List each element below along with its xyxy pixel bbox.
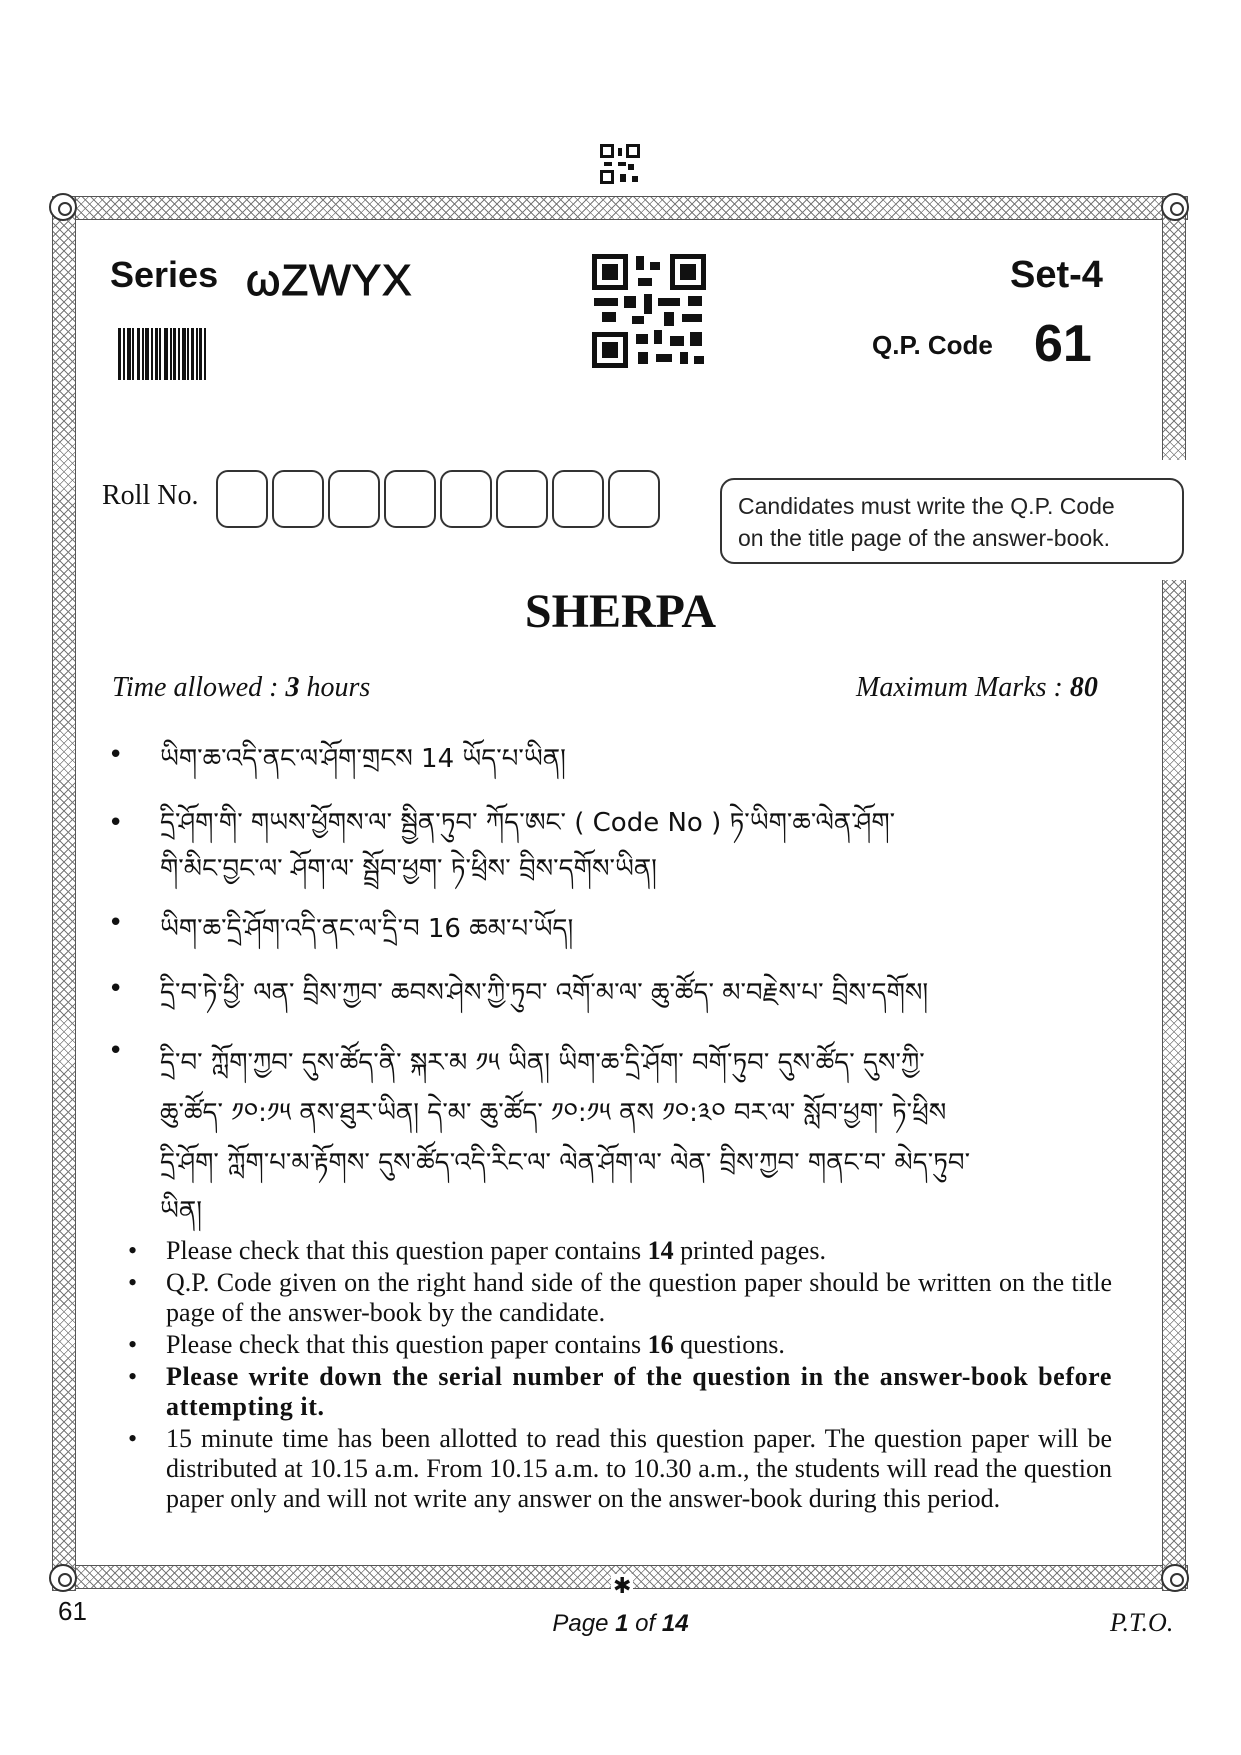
tibetan-instruction-5c: དྲི་ཤོག་ ཀློག་པ་མ་རྟོགས་ དུས་ཚོད་འདི་རིང་ལ་ ལེན་ཤོག་ལ་ ལེན་ བྲིས་ཀྱབ་ གནང་བ་ མེད་ཏུབ་ xyxy=(160,1148,971,1178)
candidate-note-box xyxy=(720,478,1184,564)
page-indicator: Page 1 of 14 xyxy=(552,1610,689,1637)
time-allowed: Time allowed : 3 hours xyxy=(112,672,371,703)
instruction-5: • 15 minute time has been allotted to read this question paper. The question paper will be distributed at 10.15 a.m. From 10.15 a.m. to 10.30 a.m., the students will read the question paper only and will not write any answer on the answer-book during this period. xyxy=(128,1424,1112,1513)
tibetan-instruction-2a: དྲི་ཤོག་གི་ གཡས་ཕྱོགས་ལ་ སྦྱིན་ཏུབ་ ཀོད་ཨང་ ( Code No ) ཏེ་ཡིག་ཆ་ལེན་ཤོག་ xyxy=(160,808,896,838)
instruction-1: • Please check that this question paper contains 14 printed pages. xyxy=(128,1236,826,1265)
top-qr-code xyxy=(600,144,640,184)
barcode xyxy=(118,328,218,380)
tibetan-instruction-3: ཡིག་ཆ་དྲི་ཤོག་འདི་ནང་ལ་དྲི་བ 16 ཆམ་པ་ཡོད། xyxy=(160,914,574,944)
note-line-2: on the title page of the answer-book. xyxy=(738,525,1111,551)
qp-code-value: 61 xyxy=(1034,315,1092,373)
footer-code: 61 xyxy=(58,1596,87,1626)
border-star-ornament: ✱ xyxy=(613,1574,632,1599)
series-label: Series xyxy=(110,254,219,295)
tibetan-instruction-5b: ཆུ་ཚོད་ ༡༠:༡༥ ནས་ཐུར་ཡིན། དེ་མ་ ཆུ་ཚོད་ ༡༠:༡༥ ནས ༡༠:༣༠ བར་ལ་ སློབ་ཕྱག་ ཏེ་ཕྲིས xyxy=(160,1098,947,1128)
tibetan-instruction-5a: དྲི་བ་ ཀློག་ཀྱབ་ དུས་ཚོད་ནི་ སྐར་མ ༡༥ ཡིན། ཡིག་ཆ་དྲི་ཤོག་ བགོ་ཏུབ་ དུས་ཚོད་ དུས་ཀྱི་ xyxy=(160,1048,925,1078)
instruction-4: • Please write down the serial number of the question in the answer-book before attempting it. xyxy=(128,1362,1112,1421)
tibetan-instruction-1: ཡིག་ཆ་འདི་ནང་ལ་ཤོག་གྲངས 14 ཡོད་པ་ཡིན། xyxy=(160,744,566,774)
note-line-1: Candidates must write the Q.P. Code xyxy=(738,493,1115,519)
subject-title: SHERPA xyxy=(524,585,717,638)
series-code: ωZWYX xyxy=(246,256,413,305)
pto-label: P.T.O. xyxy=(1110,1608,1174,1637)
tibetan-instruction-4: དྲི་བ་ཏེ་ཕྱི་ ལན་ བྲིས་ཀྱབ་ ཆབས་ཤེས་ཀྱི་ཏུབ་ འགོ་མ་ལ་ ཆུ་ཚོད་ མ་བརྗེས་པ་ བྲིས་དགོས། xyxy=(160,978,929,1008)
maximum-marks: Maximum Marks : 80 xyxy=(856,672,1098,703)
tibetan-instruction-5d: ཡིན། xyxy=(160,1196,202,1226)
set-number: Set-4 xyxy=(1010,254,1103,296)
qp-code-label: Q.P. Code xyxy=(872,330,993,360)
main-qr-code xyxy=(592,254,706,368)
roll-number-label: Roll No. xyxy=(102,480,199,511)
instruction-3: • Please check that this question paper contains 16 questions. xyxy=(128,1330,785,1359)
instruction-2: • Q.P. Code given on the right hand side of the question paper should be written on the title page of the answer-book by the candidate. xyxy=(128,1268,1112,1327)
tibetan-instruction-2b: གི་མིང་བྱང་ལ་ ཤོག་ལ་ སྦྲོབ་ཕྱག་ ཏེ་ཕྲིས་ བྲིས་དགོས་ཡིན། xyxy=(160,854,657,884)
